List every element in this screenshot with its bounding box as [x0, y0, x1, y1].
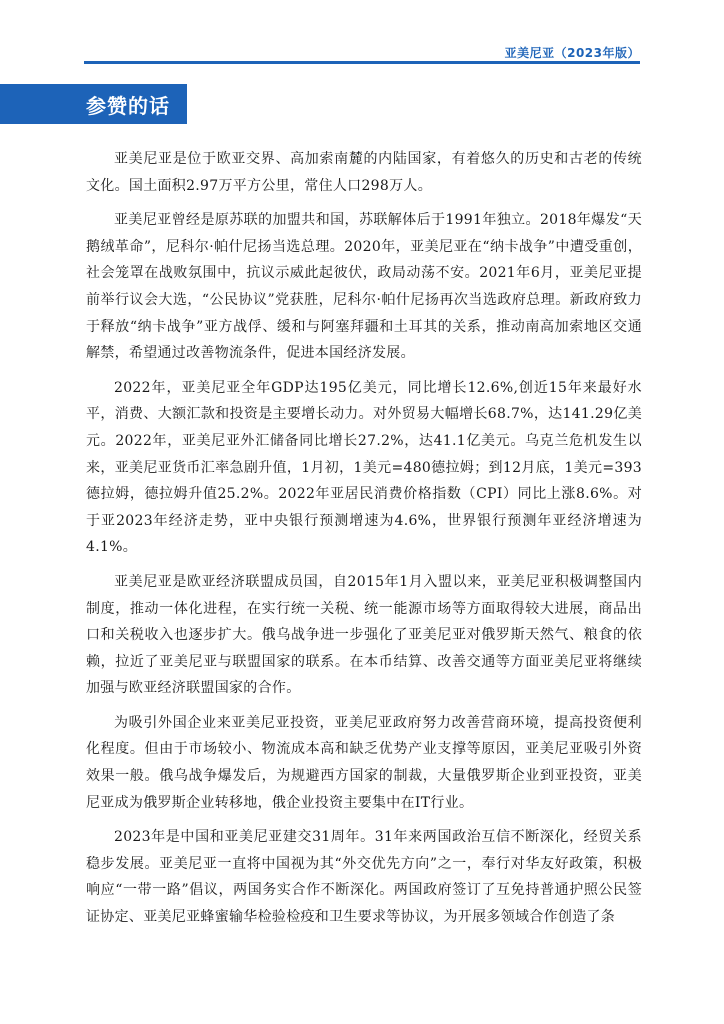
paragraph-china-relations: 2023年是中国和亚美尼亚建交31周年。31年来两国政治互信不断深化，经贸关系稳步发展。亚美尼亚一直将中国视为其“外交优先方向”之一，奉行对华友好政策，积极响应“一带一路”倡议，两国务实合作不断深化。两国政府签订了互免持普通护照公民签证协定、亚美尼亚蜂蜜输华检验检疫和卫生要求等协议，为开展多领域合作创造了条 — [86, 829, 642, 926]
paragraph-eaeu: 亚美尼亚是欧亚经济联盟成员国，自2015年1月入盟以来，亚美尼亚积极调整国内制度，推动一体化进程，在实行统一关税、统一能源市场等方面取得较大进展，商品出口和关税收入也逐步扩大。俄乌战争进一步强化了亚美尼亚对俄罗斯天然气、粮食的依赖，拉近了亚美尼亚与联盟国家的联系。在本币结算、改善交通等方面亚美尼亚将继续加强与欧亚经济联盟国家的合作。 — [86, 573, 642, 697]
paragraph-investment: 为吸引外国企业来亚美尼亚投资，亚美尼亚政府努力改善营商环境，提高投资便利化程度。但由于市场较小、物流成本高和缺乏优势产业支撑等原因，亚美尼亚吸引外资效果一般。俄乌战争爆发后，为规避西方国家的制裁，大量俄罗斯企业到亚投资，亚美尼亚成为俄罗斯企业转移地，俄企业投资主要集中在IT行业。 — [86, 714, 642, 811]
paragraph-politics: 亚美尼亚曾经是原苏联的加盟共和国，苏联解体后于1991年独立。2018年爆发“天鹅绒革命”，尼科尔·帕什尼扬当选总理。2020年，亚美尼亚在“纳卡战争”中遭受重创，社会笼罩在战败氛围中，抗议示威此起彼伏，政局动荡不安。2021年6月，亚美尼亚提前举行议会大选，“公民协议”党获胜，尼科尔·帕什尼扬再次当选政府总理。新政府致力于释放“纳卡战争”亚方战俘、缓和与阿塞拜疆和土耳其的关系，推动南高加索地区交通解禁，希望通过改善物流条件，促进本国经济发展。 — [86, 212, 642, 362]
header-divider — [84, 61, 640, 64]
article-body — [86, 146, 642, 939]
paragraph-economy: 2022年，亚美尼亚全年GDP达195亿美元，同比增长12.6%,创近15年来最好水平，消费、大额汇款和投资是主要增长动力。对外贸易大幅增长68.7%，达141.29亿美元。2022年，亚美尼亚外汇储备同比增长27.2%，达41.1亿美元。乌克兰危机发生以来，亚美尼亚货币汇率急剧升值，1月初，1美元=480德拉姆；到12月底，1美元=393德拉姆，德拉姆升值25.2%。2022年亚居民消费价格指数（CPI）同比上涨8.6%。对于亚2023年经济走势，亚中央银行预测增速为4.6%，世界银行预测年亚经济增速为4.1%。 — [86, 379, 642, 556]
section-title: 参赞的话 — [86, 94, 170, 118]
section-banner — [0, 84, 187, 124]
running-header: 亚美尼亚（2023年版） — [504, 46, 640, 60]
paragraph-intro: 亚美尼亚是位于欧亚交界、高加索南麓的内陆国家，有着悠久的历史和古老的传统文化。国土面积2.97万平方公里，常住人口298万人。 — [86, 151, 642, 194]
